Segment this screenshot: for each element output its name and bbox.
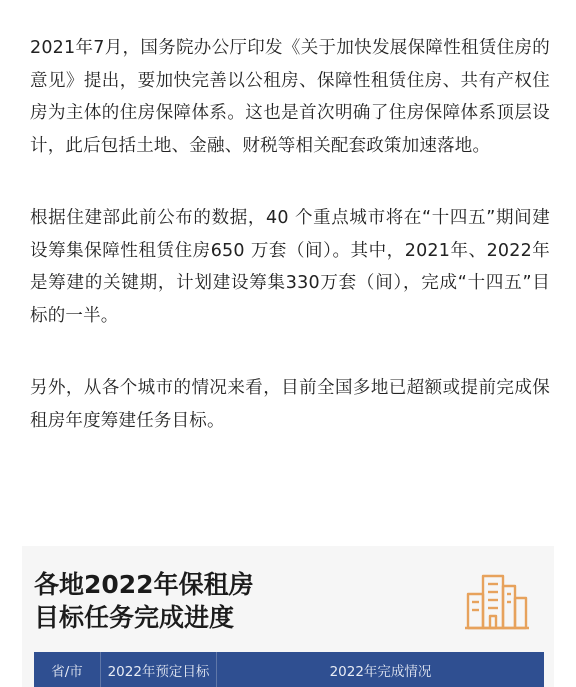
- card-title-line-2: 目标任务完成进度: [34, 603, 235, 632]
- building-icon: [464, 568, 530, 630]
- article-body: [30, 32, 550, 477]
- paragraph-3: 另外，从各个城市的情况来看，目前全国多地已超额或提前完成保租房年度筹建任务目标。: [30, 378, 550, 431]
- header-completion: 2022年完成情况: [216, 652, 544, 687]
- paragraph-2: 根据住建部此前公布的数据，40 个重点城市将在“十四五”期间建设筹集保障性租赁住房650 万套（间）。其中，2021年、2022年是筹建的关键期，计划建设筹集330万套（间），完成“十四五”目标的一半。: [30, 208, 550, 326]
- infographic-card: [22, 546, 554, 687]
- paragraph-1: 2021年7月，国务院办公厅印发《关于加快发展保障性租赁住房的意见》提出，要加快完善以公租房、保障性租赁住房、共有产权住房为主体的住房保障体系。这也是首次明确了住房保障体系顶层设计，此后包括土地、金融、财税等相关配套政策加速落地。: [30, 38, 550, 156]
- header-province: 省/市: [51, 663, 83, 680]
- table-header: [34, 652, 544, 687]
- header-target: 2022年预定目标: [100, 652, 216, 687]
- card-title-line-1: 各地2022年保租房: [34, 570, 254, 599]
- card-title: [34, 568, 254, 634]
